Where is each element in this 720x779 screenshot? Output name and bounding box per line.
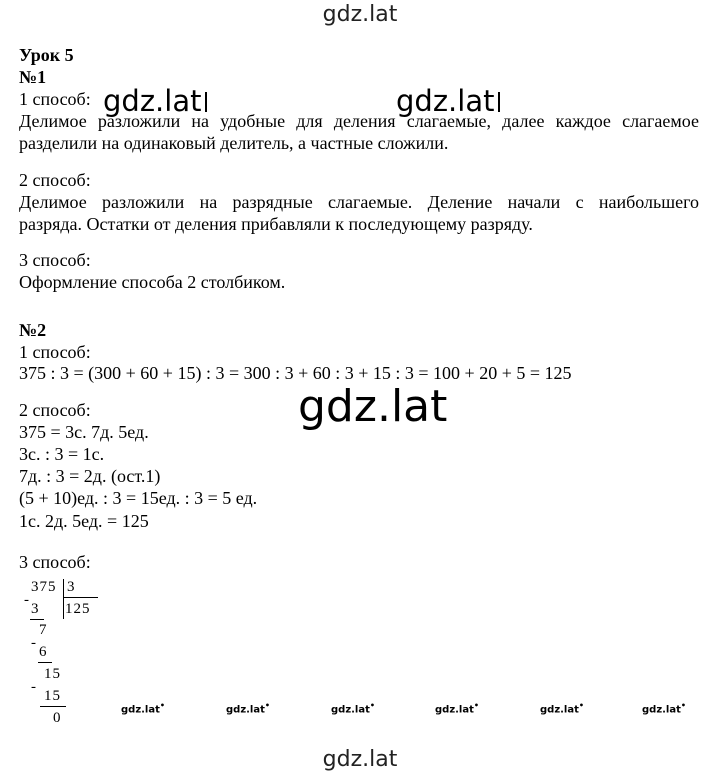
minus-sign: - xyxy=(24,592,30,608)
watermark-bar xyxy=(498,92,500,112)
division-vertical-line xyxy=(63,579,64,619)
task1-method3-text: Оформление способа 2 столбиком. xyxy=(19,272,286,292)
watermark-bottom: gdz.lat xyxy=(322,747,398,772)
watermark-bar xyxy=(205,92,207,112)
watermark-small-5: gdz.lat• xyxy=(540,701,585,716)
task1-method1-label: 1 способ: xyxy=(19,89,91,109)
division-step: 15 xyxy=(44,688,61,704)
division-step: 3 xyxy=(31,601,40,617)
division-quotient: 125 xyxy=(65,601,91,617)
task2-method1-expression: 375 : 3 = (300 + 60 + 15) : 3 = 300 : 3 + 60 : 3 + 15 : 3 = 100 + 20 + 5 = 125 xyxy=(19,363,572,383)
task1-method1-text xyxy=(19,110,699,154)
division-step-line xyxy=(40,706,66,707)
task2-method2-label: 2 способ: xyxy=(19,400,91,420)
watermark-text: gdz.lat xyxy=(121,704,160,716)
task2-method2-line: 375 = 3с. 7д. 5ед. xyxy=(19,422,149,442)
watermark-small-6: gdz.lat• xyxy=(642,701,687,716)
task2-method2-line: 7д. : 3 = 2д. (ост.1) xyxy=(19,466,161,486)
division-step-line xyxy=(38,662,52,663)
watermark-text: gdz.lat xyxy=(396,84,495,118)
watermark-top: gdz.lat xyxy=(322,2,398,27)
text-line: Делимое разложили на разрядные слагаемые. Деление начали с наибольшего xyxy=(19,192,699,212)
text-line: разделили на одинаковый делитель, а частные сложили. xyxy=(19,133,449,153)
division-step: 7 xyxy=(39,622,48,638)
division-dividend: 375 xyxy=(31,579,57,595)
watermark-text: gdz.lat xyxy=(103,84,202,118)
division-step: 15 xyxy=(44,666,61,682)
task2-method2-line: 1с. 2д. 5ед. = 125 xyxy=(19,511,149,531)
task1-method2-label: 2 способ: xyxy=(19,170,91,190)
watermark-text: gdz.lat xyxy=(435,704,474,716)
text-line: Делимое разложили на удобные для деления слагаемые, далее каждое слагаемое xyxy=(19,111,699,131)
task1-method3-label: 3 способ: xyxy=(19,250,91,270)
watermark-small-4: gdz.lat• xyxy=(435,701,480,716)
watermark-small-2: gdz.lat• xyxy=(226,701,271,716)
division-divisor-line xyxy=(63,597,98,598)
task1-method2-text xyxy=(19,191,699,235)
lesson-title: Урок 5 xyxy=(19,45,74,65)
watermark-text: gdz.lat xyxy=(331,704,370,716)
watermark-center: gdz.lat xyxy=(298,381,448,432)
task2-method1-label: 1 способ: xyxy=(19,342,91,362)
watermark-text: gdz.lat xyxy=(642,704,681,716)
watermark-text: gdz.lat xyxy=(540,704,579,716)
division-remainder: 0 xyxy=(53,710,62,726)
division-divisor: 3 xyxy=(67,579,76,595)
division-step-line xyxy=(30,619,44,620)
task2-method3-label: 3 способ: xyxy=(19,552,91,572)
minus-sign: - xyxy=(31,635,37,651)
minus-sign: - xyxy=(31,679,37,695)
task1-number: №1 xyxy=(19,67,47,87)
watermark-small-3: gdz.lat• xyxy=(331,701,376,716)
task2-number: №2 xyxy=(19,320,47,340)
division-step: 6 xyxy=(39,644,48,660)
watermark-text: gdz.lat xyxy=(226,704,265,716)
task2-method2-line: (5 + 10)ед. : 3 = 15ед. : 3 = 5 ед. xyxy=(19,488,258,508)
text-line: разряда. Остатки от деления прибавляли к последующему разряду. xyxy=(19,214,533,234)
task2-method2-line: 3с. : 3 = 1с. xyxy=(19,444,105,464)
watermark-small-1: gdz.lat• xyxy=(121,701,166,716)
